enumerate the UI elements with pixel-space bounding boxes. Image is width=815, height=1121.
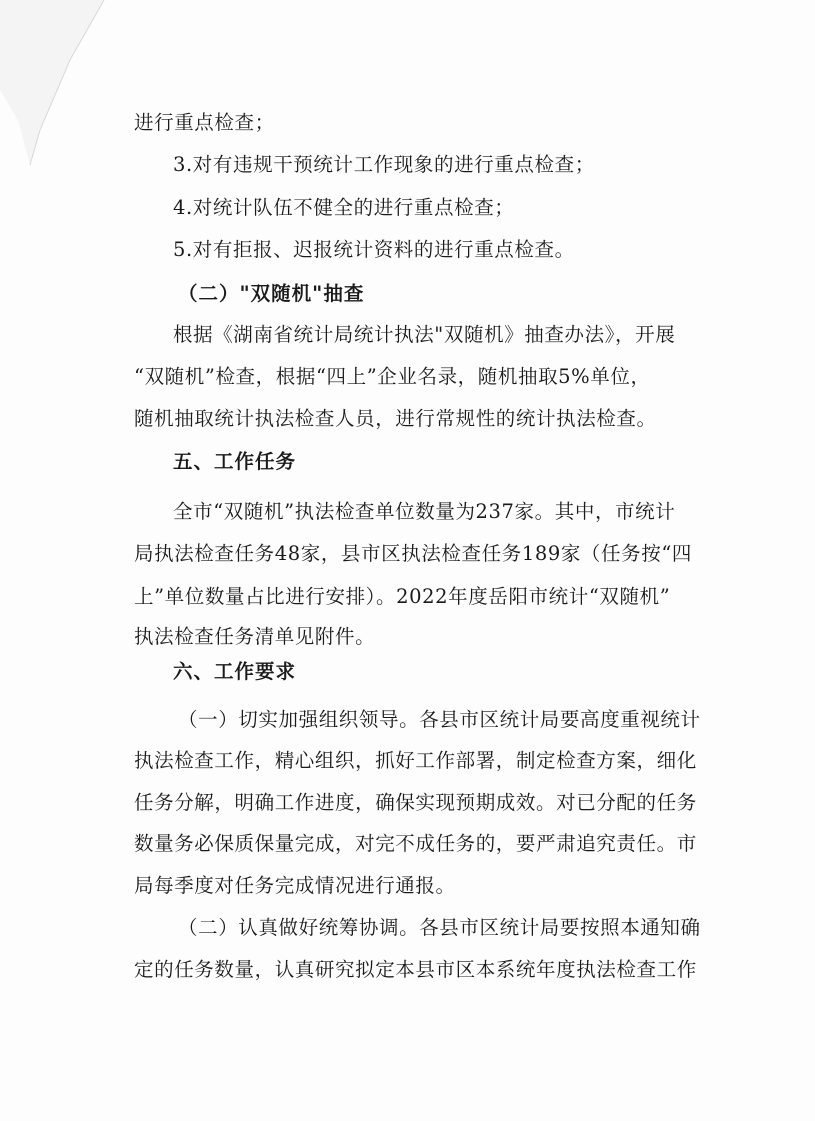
paragraph-line: 上”单位数量占比进行安排）。2022年度岳阳市统计“双随机” bbox=[134, 585, 671, 608]
list-item-5: 5.对有拒报、迟报统计资料的进行重点检查。 bbox=[173, 238, 575, 261]
paragraph-line: 执法检查任务清单见附件。 bbox=[134, 625, 376, 648]
paragraph-line: “双随机”检查，根据“四上”企业名录，随机抽取5%单位， bbox=[134, 365, 651, 388]
scan-edge-mark bbox=[0, 0, 120, 220]
section-heading-requirements: 六、工作要求 bbox=[173, 660, 297, 683]
paragraph-line: （二）认真做好统筹协调。各县市区统计局要按照本通知确 bbox=[178, 916, 701, 939]
paragraph-line: 随机抽取统计执法检查人员，进行常规性的统计执法检查。 bbox=[134, 407, 657, 430]
subheading-double-random: （二）"双随机"抽查 bbox=[178, 282, 365, 305]
paragraph-line: 全市“双随机”执法检查单位数量为237家。其中，市统计 bbox=[173, 500, 676, 523]
paragraph-line: 任务分解，明确工作进度，确保实现预期成效。对已分配的任务 bbox=[134, 791, 697, 814]
paragraph-line: 定的任务数量，认真研究拟定本县市区本系统年度执法检查工作 bbox=[134, 958, 697, 981]
paragraph-line: 局执法检查任务48家，县市区执法检查任务189家（任务按“四 bbox=[134, 542, 693, 565]
paragraph-line: 局每季度对任务完成情况进行通报。 bbox=[134, 874, 456, 897]
paragraph-line: 根据《湖南省统计局统计执法"双随机》抽查办法》，开展 bbox=[173, 323, 676, 346]
list-item-4: 4.对统计队伍不健全的进行重点检查； bbox=[173, 196, 515, 219]
section-heading-tasks: 五、工作任务 bbox=[173, 450, 297, 473]
paragraph-line: 数量务必保质保量完成，对完不成任务的，要严肃追究责任。市 bbox=[134, 832, 697, 855]
text-line-continuation: 进行重点检查； bbox=[134, 111, 275, 134]
paragraph-line: （一）切实加强组织领导。各县市区统计局要高度重视统计 bbox=[178, 708, 701, 731]
paragraph-line: 执法检查工作，精心组织，抓好工作部署，制定检查方案，细化 bbox=[134, 749, 697, 772]
list-item-3: 3.对有违规干预统计工作现象的进行重点检查； bbox=[173, 153, 595, 176]
